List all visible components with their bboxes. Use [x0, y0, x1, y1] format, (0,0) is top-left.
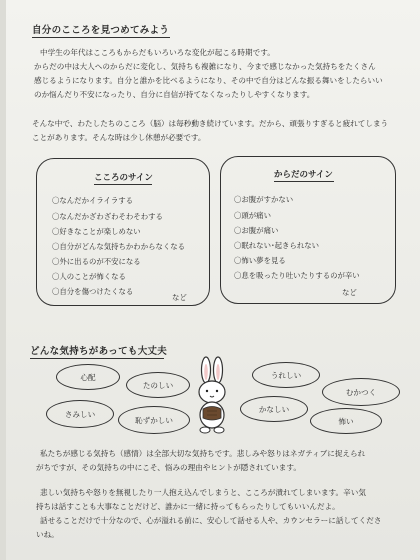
list-item: 〇人のことが怖くなる — [52, 272, 126, 281]
emotion-bubble: 心配 — [56, 364, 120, 390]
list-item: 〇なんだかイライラする — [52, 196, 134, 205]
list-item: 〇息を吸ったり吐いたりするのが辛い — [234, 271, 360, 280]
box-title: からだのサイン — [274, 170, 333, 180]
section-heading: 自分のこころを見つめてみよう — [32, 25, 170, 36]
emotion-bubble: むかつく — [322, 378, 400, 406]
paragraph-line: のか悩んだり不安になったり、自分に自信が持てなくなったりしやすくなります。 — [34, 90, 315, 99]
paragraph-line: からだの中は大人へのからだに変化し、気持ちも複雑になり、今まで感じなかった気持ちをたくさん — [34, 62, 376, 71]
heading-underline — [32, 37, 170, 38]
paragraph-line: ことがあります。そんな時は少し休憩が必要です。 — [32, 133, 206, 142]
document-page — [6, 0, 420, 560]
paragraph-line: 中学生の年代はこころもからだもいろいろな変化が起こる時期です。 — [40, 48, 275, 57]
list-item: 〇お腹がすかない — [234, 195, 294, 204]
emotion-bubble: うれしい — [252, 362, 320, 388]
etc-label: など — [342, 288, 357, 297]
emotion-bubble: かなしい — [240, 396, 308, 422]
paragraph-line: 私たちが感じる気持ち（感情）は全部大切な気持ちです。悲しみや怒りはネガティブに捉えられ — [40, 449, 366, 458]
emotion-bubble: 怖い — [310, 408, 382, 434]
list-item: 〇自分がどんな気持ちかわからなくなる — [52, 242, 186, 251]
paragraph-line: 悲しい気持ちや怒りを無視したり一人抱え込んでしまうと、こころが潰れてしまいます。辛い気 — [40, 488, 366, 497]
paragraph-line: いね。 — [36, 530, 59, 539]
list-item: 〇自分を傷つけたくなる — [52, 287, 134, 296]
box-title-underline — [94, 184, 152, 185]
list-item: 〇好きなことが楽しめない — [52, 227, 141, 236]
section-heading: どんな気持ちがあっても大丈夫 — [30, 346, 168, 357]
list-item: 〇外に出るのが不安になる — [52, 257, 141, 266]
list-item: 〇なんだかざわざわそわそわする — [52, 212, 163, 221]
list-item: 〇頭が痛い — [234, 211, 271, 220]
rabbit-illustration — [191, 356, 235, 434]
box-title: こころのサイン — [94, 173, 153, 183]
etc-label: など — [172, 293, 187, 302]
emotion-bubble: 恥ずかしい — [118, 406, 190, 434]
list-item: 〇お腹が痛い — [234, 226, 279, 235]
paragraph-line: がちですが、その気持ちの中にこそ、悩みの理由やヒントが隠されています。 — [36, 463, 301, 472]
list-item: 〇眠れない･起きられない — [234, 241, 319, 250]
paragraph-line: 感じるようになります。自分と誰かを比べるようになり、その中で自分はどんな振る舞いをしたらいい — [34, 76, 383, 85]
paragraph-line: 持ちは話すことも大事なことだけど、誰かに一緒に持ってもらったりしてもいいんだよ。 — [36, 502, 340, 511]
paragraph-line: そんな中で、わたしたちのこころ（脳）は毎秒動き続けています。だから、頑張りすぎると疲れてしまう — [32, 119, 389, 128]
emotion-bubble: さみしい — [46, 400, 114, 428]
paragraph-line: 話せることだけで十分なので、心が溢れる前に、安心して話せる人や、カウンセラーに話してくださ — [40, 516, 382, 525]
heading-underline — [30, 358, 164, 359]
box-title-underline — [274, 181, 334, 182]
emotion-bubble: たのしい — [126, 372, 190, 398]
list-item: 〇怖い夢を見る — [234, 256, 286, 265]
